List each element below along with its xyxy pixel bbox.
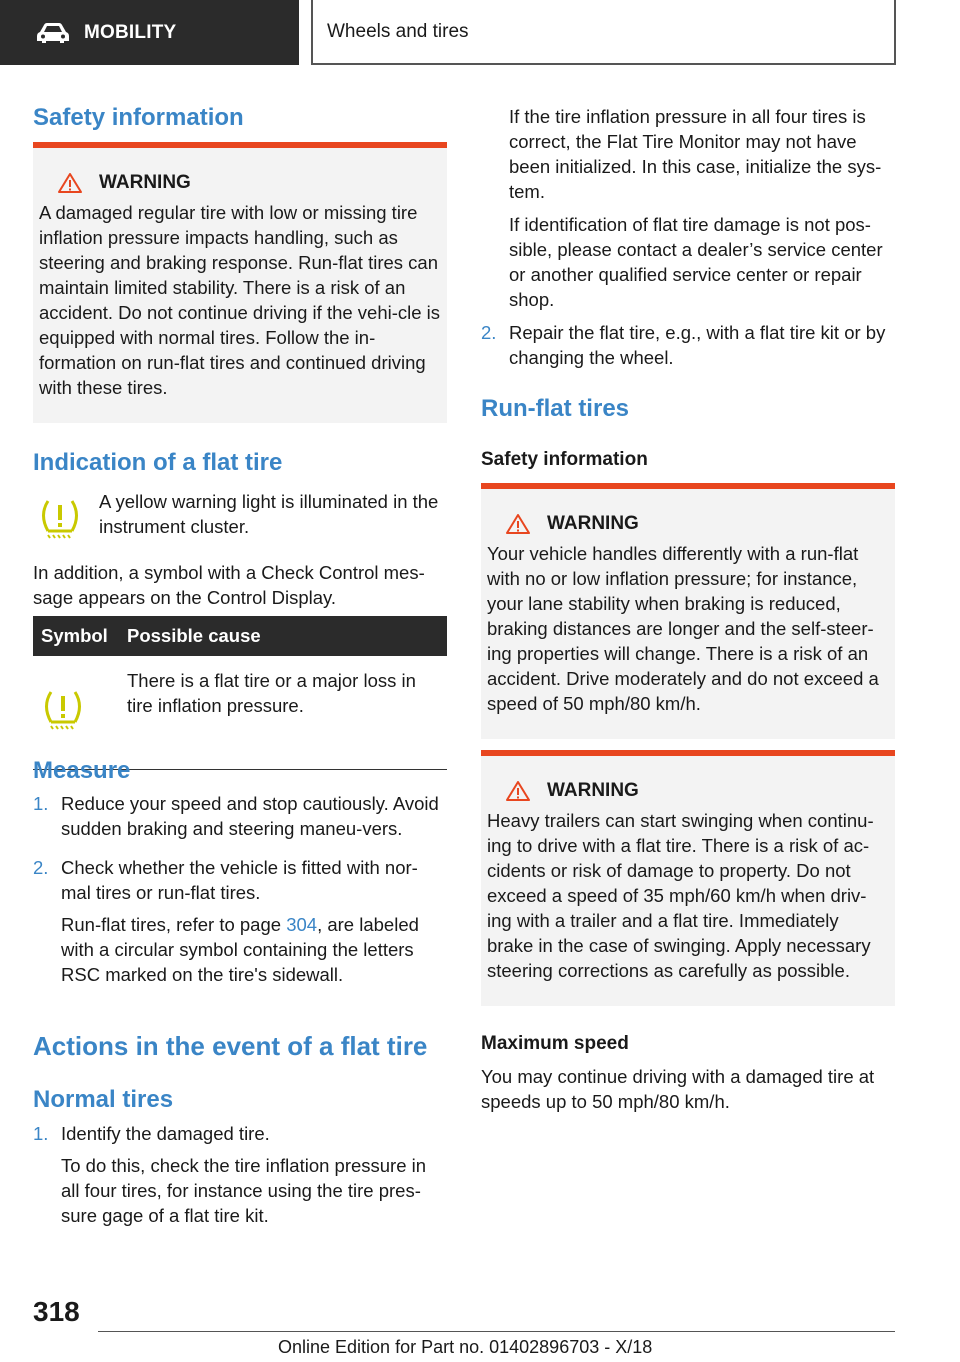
repair-list (481, 320, 895, 384)
edition-text: Online Edition for Part no. 01402896703 - X/18 (278, 1337, 653, 1357)
continued-paragraph-1: If the tire inflation pressure in all four tires is correct, the Flat Tire Monitor may not have been initialized. In this case, initialize the sys-tem. (509, 106, 882, 202)
warning-text: Your vehicle handles differently with a run-flat with no or low inflation pressure; for instance, your lane stability when braking is reduced, braking distances are longer and the self-steer-ing properties will change. There is a risk of an accident. Drive moderately and do not exceed a speed of 50 mph/80 km/h. (487, 543, 879, 714)
table-cell-cause: There is a flat tire or a major loss in tire inflation pressure. (127, 670, 416, 716)
indication-heading: Indication of a flat tire (33, 449, 283, 476)
header-section-tab (0, 0, 299, 65)
actions-heading: Actions in the event of a flat tire (33, 1031, 428, 1061)
runflat-heading: Run-flat tires (481, 395, 630, 422)
chapter-title: Wheels and tires (327, 20, 469, 42)
symbol-table (33, 616, 447, 770)
table-row (33, 656, 447, 770)
indication-text: A yellow warning light is illuminated in the instrument cluster. (99, 491, 439, 537)
max-speed-subheading: Maximum speed (481, 1033, 629, 1054)
addition-text: In addition, a symbol with a Check Control mes-sage appears on the Control Display. (33, 562, 425, 608)
warning-triangle-icon (57, 172, 83, 194)
warning-label: WARNING (547, 513, 639, 534)
measure-list (33, 791, 447, 1001)
list-item: 2. Repair the flat tire, e.g., with a flat tire kit or by changing the wheel. (481, 322, 886, 368)
measure-heading: Measure (33, 757, 131, 784)
warning-text: A damaged regular tire with low or missing tire inflation pressure impacts handling, such as steering and braking response. Run-flat tires can maintain limited stability. There is a risk of an accident. Do not continue driving if the vehi-cle is equipped with normal tires. Follow the in-formation on run-flat tires and continued driving with these tires. (39, 202, 441, 398)
safety-info-heading: Safety information (33, 104, 244, 131)
table-header-cause: Possible cause (127, 625, 261, 646)
warning-box-3 (481, 750, 895, 1006)
warning-triangle-icon (505, 780, 531, 802)
continued-paragraph-2: If identification of flat tire damage is not pos-sible, please contact a dealer’s service center or another qualified service center or repair shop. (509, 214, 883, 310)
normal-tires-list (33, 1121, 447, 1242)
max-speed-text: You may continue driving with a damaged tire at speeds up to 50 mph/80 km/h. (481, 1066, 875, 1112)
list-item: 1. Identify the damaged tire. To do this, check the tire inflation pressure in all four tires, for instance using the tire pres-sure gage of a flat tire kit. (33, 1123, 427, 1226)
footer-divider (98, 1331, 895, 1332)
chapter-header (311, 0, 896, 65)
normal-tires-heading: Normal tires (33, 1086, 174, 1113)
table-header (33, 616, 447, 656)
flat-tire-symbol-icon (35, 688, 91, 732)
warning-label: WARNING (99, 172, 191, 193)
warning-triangle-icon (505, 513, 531, 535)
warning-label: WARNING (547, 780, 639, 801)
flat-tire-warning-icon (36, 497, 84, 541)
list-item: 2. Check whether the vehicle is fitted with nor-mal tires or run-flat tires. Run-flat tires, refer to page 304, are labeled with a circular symbol containing the letters RSC marked on the tire's sidewall. (33, 857, 419, 985)
car-icon (36, 22, 70, 44)
list-item: 1. Reduce your speed and stop cautiously. Avoid sudden braking and steering maneu-vers. (33, 793, 439, 839)
page-304-link[interactable]: 304 (286, 914, 318, 935)
runflat-safety-subheading: Safety information (481, 449, 648, 470)
section-title: MOBILITY (84, 21, 177, 43)
page-number: 318 (33, 1296, 80, 1327)
warning-box-2 (481, 483, 895, 739)
warning-text: Heavy trailers can start swinging when continu-ing to drive with a flat tire. There is a risk of ac-cidents or risk of damage to property. Do not exceed a speed of 35 mph/60 km/h when driv-ing with a trailer and a flat tire. Immediately brake in the case of swinging. Apply necessary steering corrections as carefully as possible. (487, 810, 874, 981)
warning-box-1 (33, 142, 447, 423)
table-header-symbol: Symbol (41, 625, 108, 646)
